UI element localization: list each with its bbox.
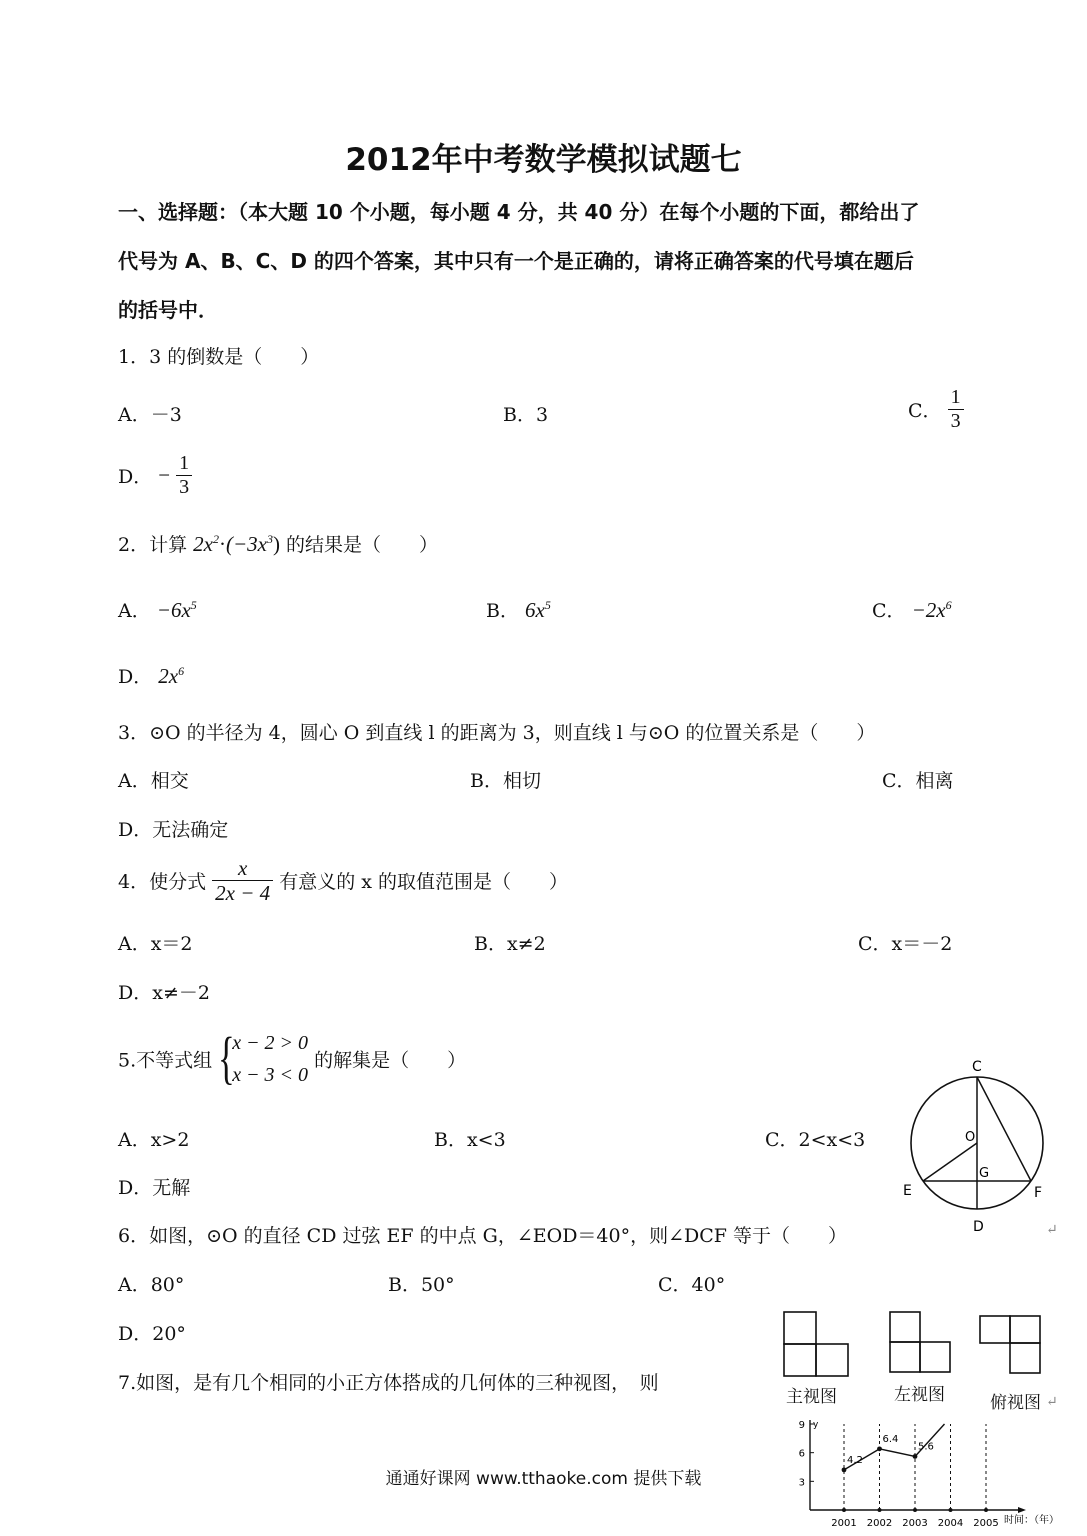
fraction-numerator: x — [212, 856, 273, 881]
q5-option-d: D．无解 — [118, 1177, 191, 1199]
paragraph-return-mark: ↵ — [1046, 1394, 1058, 1410]
q2-option-c-exponent: 6 — [945, 598, 952, 612]
q6-option-c: C．40° — [658, 1274, 726, 1296]
x-tick-label: 2003 — [902, 1518, 928, 1529]
question-2-stem — [118, 530, 438, 557]
x-tick-label: 2001 — [831, 1518, 857, 1529]
q6-option-b: B．50° — [388, 1274, 455, 1296]
q2-expr-term2-exponent: 3 — [266, 532, 273, 546]
data-label: 5.6 — [918, 1441, 934, 1453]
x-axis-tick-dot — [878, 1508, 882, 1512]
question-7-stem: 7.如图，是有几个相同的小正方体搭成的几何体的三种视图， 则 — [118, 1372, 659, 1394]
q5-option-a: A．x>2 — [118, 1129, 190, 1151]
q2-option-a-expr — [157, 598, 197, 622]
segment-oe — [923, 1143, 977, 1181]
question-6-stem: 6．如图，⊙O 的直径 CD 过弦 EF 的中点 G，∠EOD＝40°，则∠DCF 等于（ ） — [118, 1225, 848, 1247]
point-label-f: F — [1034, 1185, 1043, 1201]
q4-fraction — [212, 856, 273, 905]
q1-option-c-fraction — [948, 386, 964, 433]
section-instructions-line1: 一、选择题：（本大题 10 个小题，每小题 4 分，共 40 分）在每个小题的下面，都给出了 — [118, 200, 920, 224]
data-point — [877, 1446, 882, 1451]
top-view — [980, 1316, 1040, 1373]
x-axis-label: 时间：（年） — [1004, 1515, 1059, 1526]
q4-option-d: D．x≠－2 — [118, 982, 210, 1004]
x-tick-label: 2002 — [866, 1518, 893, 1529]
q5-inequality-system — [218, 1027, 308, 1091]
q2-option-c-label: C． — [872, 600, 906, 622]
q3-option-a: A．相交 — [118, 770, 189, 792]
y-axis-label: y — [813, 1420, 819, 1430]
q1-option-d-label: D． — [118, 466, 153, 488]
q4-option-b: B．x≠2 — [474, 933, 546, 955]
q2-option-a-exponent: 5 — [190, 598, 197, 612]
question-4-stem — [118, 856, 568, 905]
footer-download-note: 通通好课网 www.tthaoke.com 提供下载 — [385, 1469, 702, 1489]
left-view-label: 左视图 — [894, 1385, 945, 1405]
q1-option-a: A．－3 — [118, 404, 182, 426]
q6-option-a: A．80° — [118, 1274, 185, 1296]
q4-option-c: C．x＝－2 — [858, 933, 953, 955]
q5-option-b: B．x<3 — [434, 1129, 506, 1151]
q5-stem-suffix: 的解集是（ ） — [314, 1049, 467, 1072]
point-label-g: G — [979, 1166, 990, 1181]
q2-option-a-label: A． — [118, 600, 151, 622]
data-point — [913, 1454, 918, 1459]
point-label-e: E — [903, 1183, 912, 1199]
q2-option-d-label: D． — [118, 666, 153, 688]
q3-option-b: B．相切 — [470, 770, 541, 792]
q2-expr-dot: · — [218, 532, 226, 556]
q2-option-d-base: 2x — [158, 664, 179, 688]
q2-expression — [193, 532, 280, 556]
x-axis-arrow — [1018, 1507, 1026, 1513]
q1-option-d — [118, 452, 192, 499]
q2-option-b-label: B． — [486, 600, 519, 622]
q2-option-a-base: −6x — [156, 598, 191, 622]
q4-stem-prefix: 4．使分式 — [118, 871, 207, 894]
q2-option-b-base: 6x — [525, 598, 545, 622]
q2-option-c-base: −2x — [911, 598, 946, 622]
x-axis-tick-dot — [842, 1508, 846, 1512]
data-label: 6.4 — [882, 1433, 899, 1445]
q2-option-c-expr — [912, 598, 952, 622]
brace-symbol: { — [218, 1025, 235, 1090]
q2-expr-term2: (−3x — [225, 532, 267, 556]
point-label-d: D — [973, 1219, 984, 1235]
x-axis-tick-dot — [913, 1508, 917, 1512]
circle-diagram — [895, 1055, 1060, 1240]
section-instructions-line3: 的括号中． — [118, 298, 218, 322]
q2-option-b — [486, 596, 551, 623]
q6-option-d: D．20° — [118, 1323, 186, 1345]
fraction-denominator: 3 — [179, 476, 190, 498]
question-5-stem — [118, 1027, 466, 1091]
front-view-label: 主视图 — [786, 1387, 837, 1407]
point-label-c: C — [972, 1059, 982, 1075]
q2-expr-close: ) — [272, 532, 280, 556]
question-3-stem: 3．⊙O 的半径为 4，圆心 O 到直线 l 的距离为 3，则直线 l 与⊙O 的位置关系是（ ） — [118, 722, 876, 744]
front-view — [784, 1312, 848, 1376]
q2-stem-prefix: 2．计算 — [118, 534, 188, 556]
fraction-denominator: 2x − 4 — [215, 881, 271, 906]
section-instructions-line2: 代号为 A、B、C、D 的四个答案，其中只有一个是正确的，请将正确答案的代号填在题后 — [118, 249, 914, 273]
y-tick-label: 6 — [798, 1448, 805, 1460]
point-label-o: O — [965, 1130, 976, 1145]
q1-option-d-fraction — [176, 452, 192, 499]
q2-expr-term1-exponent: 2 — [212, 532, 219, 546]
y-tick-label: 9 — [798, 1420, 805, 1431]
paragraph-return-mark: ↵ — [1046, 1222, 1058, 1238]
fraction-numerator: 1 — [176, 452, 192, 476]
q2-option-d — [118, 662, 184, 689]
q1-option-b: B．3 — [503, 404, 549, 426]
q3-option-c: C．相离 — [882, 770, 954, 792]
q2-expr-term1: 2x — [193, 532, 213, 556]
left-view — [890, 1312, 950, 1372]
x-axis-tick-dot — [949, 1508, 953, 1512]
q5-inequality-2: x − 3 < 0 — [232, 1064, 309, 1086]
q2-option-a — [118, 596, 197, 623]
x-tick-label: 2004 — [937, 1518, 964, 1529]
fraction-numerator: 1 — [948, 386, 964, 410]
y-tick-label: 3 — [798, 1477, 805, 1489]
q4-stem-suffix: 有意义的 x 的取值范围是（ ） — [279, 871, 568, 894]
q5-option-c: C．2<x<3 — [765, 1129, 866, 1151]
q2-option-b-expr — [525, 598, 551, 622]
data-label: 4.2 — [847, 1454, 863, 1466]
q2-option-b-exponent: 5 — [544, 598, 551, 612]
q1-option-c-label: C． — [908, 400, 942, 422]
top-view-label: 俯视图 — [990, 1393, 1041, 1413]
q2-option-d-expr — [158, 664, 184, 688]
q4-option-a: A．x＝2 — [118, 933, 193, 955]
x-axis-tick-dot — [984, 1508, 988, 1512]
q5-inequality-1: x − 2 > 0 — [232, 1032, 309, 1054]
q2-stem-suffix: 的结果是（ ） — [286, 534, 439, 556]
q2-option-c — [872, 596, 952, 623]
page-title: 2012年中考数学模拟试题七 — [345, 142, 742, 178]
q3-option-d: D．无法确定 — [118, 819, 229, 841]
x-tick-label: 2005 — [973, 1518, 999, 1529]
q2-option-d-exponent: 6 — [178, 664, 185, 678]
fraction-denominator: 3 — [950, 410, 961, 432]
question-1-stem: 1．3 的倒数是（ ） — [118, 346, 320, 368]
q1-option-c — [908, 386, 964, 433]
q1-option-d-sign: − — [158, 463, 171, 487]
q5-stem-prefix: 5.不等式组 — [118, 1049, 213, 1072]
